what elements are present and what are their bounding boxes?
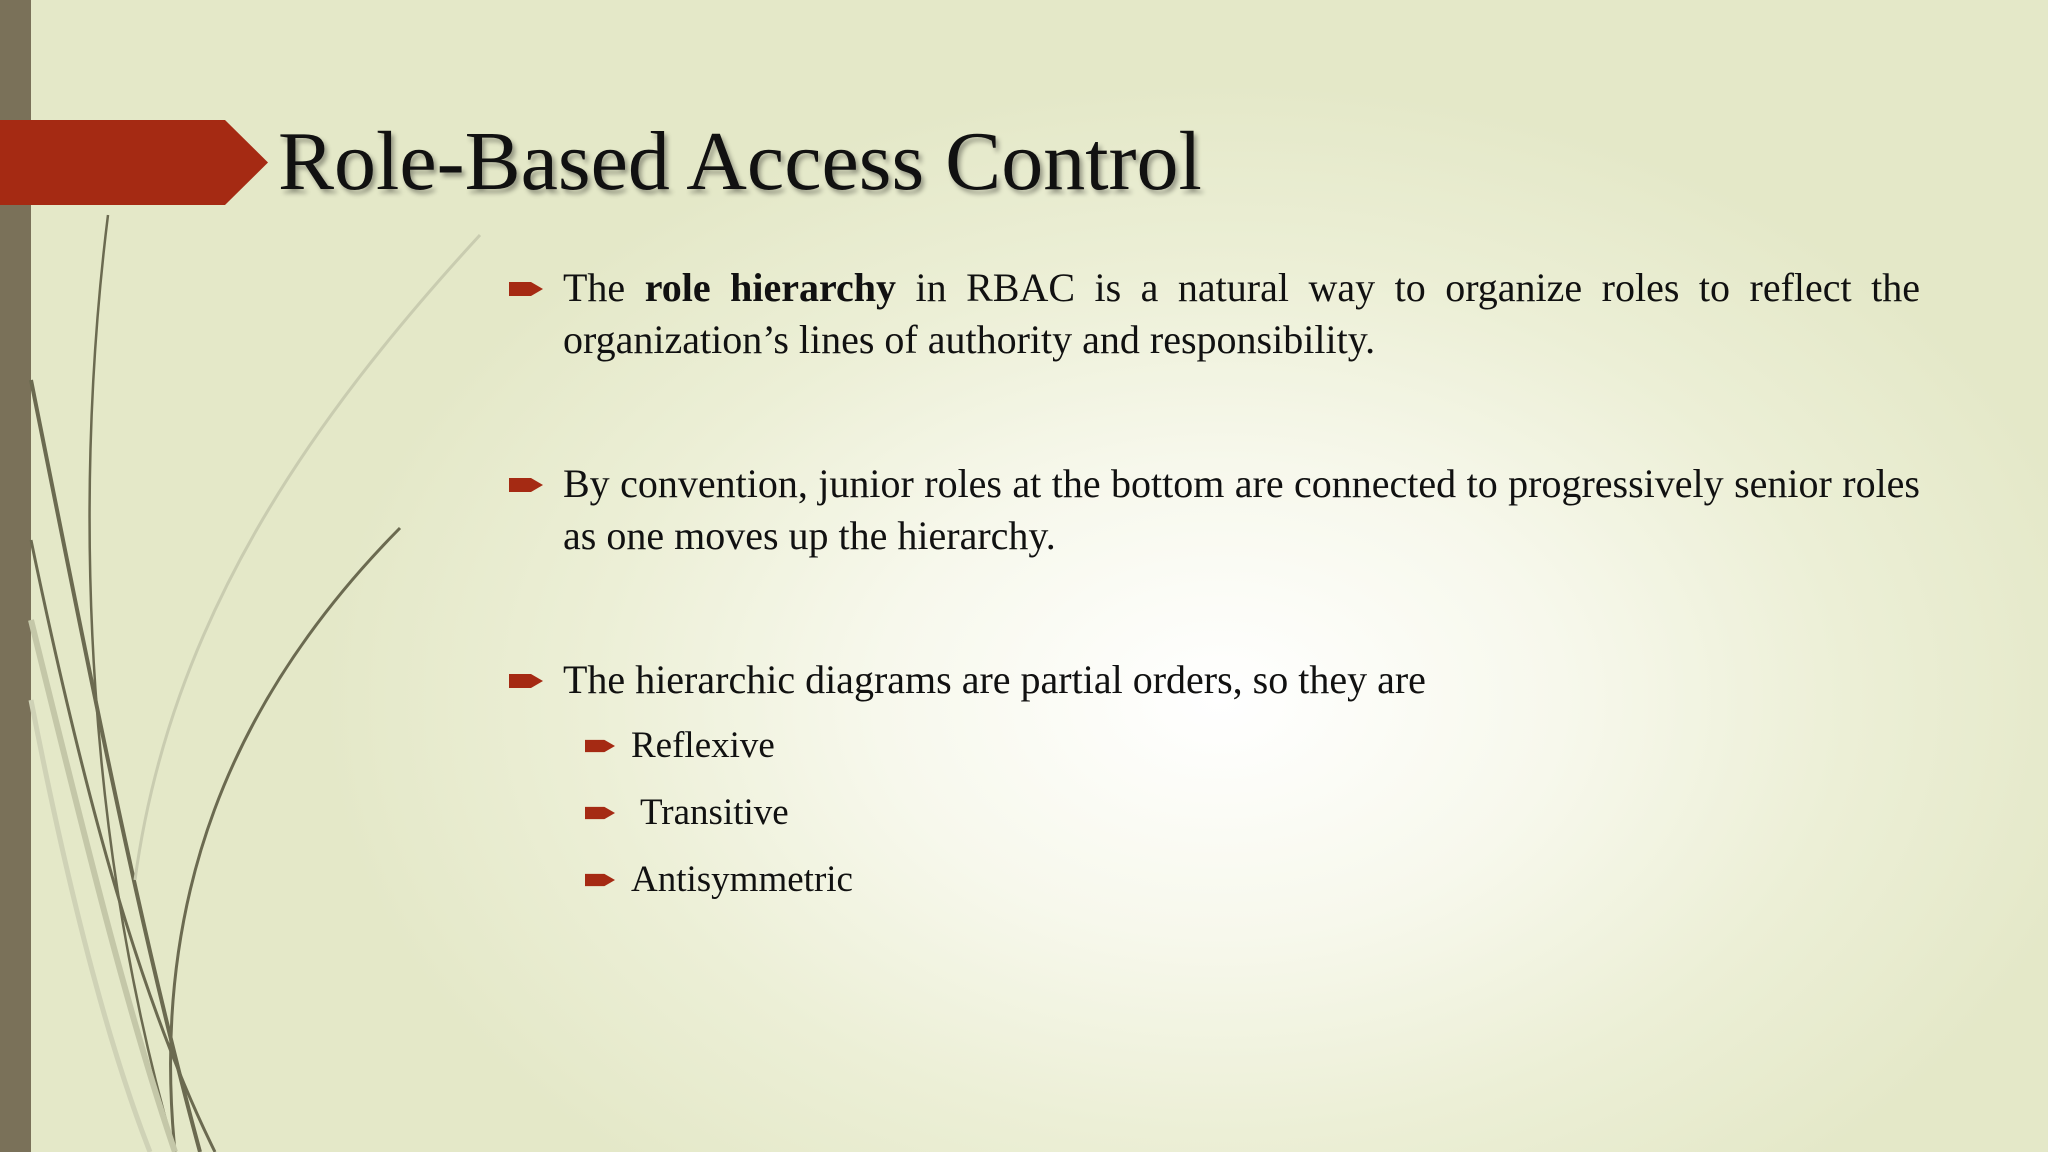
bullet-text: By convention, junior roles at the bottom are connected to progressively senior roles as one moves up the hierarchy. <box>563 461 1920 558</box>
sub-bullet-item <box>505 722 1920 770</box>
arrow-right-icon <box>585 737 615 755</box>
sub-bullet-text: Transitive <box>640 792 789 833</box>
bullet-text-post: in RBAC is a natural way to organize roles to reflect the organization’s lines of authority and responsibility. <box>563 265 1921 362</box>
bullet-item <box>505 262 1920 366</box>
sub-bullet-list <box>505 722 1920 904</box>
arrow-right-icon <box>509 475 543 495</box>
sub-bullet-item <box>505 789 1920 837</box>
arrow-right-icon <box>585 804 615 822</box>
bullet-text-pre: The <box>563 265 645 310</box>
title-arrow-banner <box>0 120 268 205</box>
bullet-text: The hierarchic diagrams are partial orders, so they are <box>563 657 1426 702</box>
sub-bullet-item <box>505 856 1920 904</box>
arrow-right-icon <box>509 279 543 299</box>
slide-title: Role-Based Access Control <box>278 115 1202 208</box>
bullet-item <box>505 654 1920 706</box>
arrow-right-icon <box>509 671 543 691</box>
bullet-text-bold: role hierarchy <box>644 265 896 310</box>
bullet-item <box>505 458 1920 562</box>
sub-bullet-text: Antisymmetric <box>631 859 853 900</box>
bullet-list <box>505 262 1920 923</box>
sub-bullet-text: Reflexive <box>631 725 775 766</box>
arrow-right-icon <box>585 871 615 889</box>
